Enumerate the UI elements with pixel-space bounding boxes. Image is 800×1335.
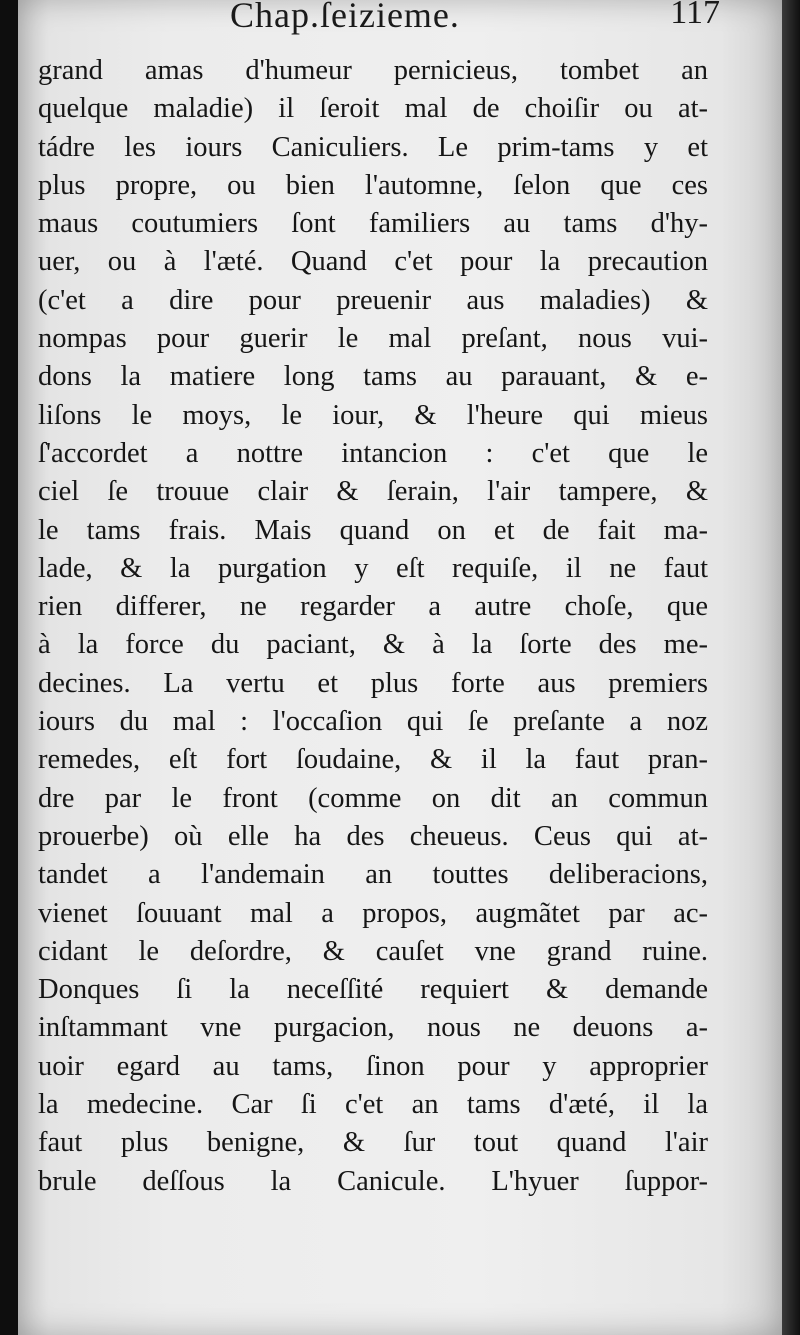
- body-text: [38, 52, 708, 1201]
- text-line: remedes, eſt fort ſoudaine, & il la faut pran-: [38, 744, 708, 776]
- running-head: [40, 0, 720, 38]
- text-line: tandet a l'andemain an touttes deliberacions,: [38, 859, 708, 891]
- text-line: ſ'accordet a nottre intancion : c'et que le: [38, 437, 708, 469]
- text-line: vienet ſouuant mal a propos, augmãtet par ac-: [38, 897, 708, 929]
- text-line: (c'et a dire pour preuenir aus maladies) &: [38, 284, 708, 316]
- text-line: nompas pour guerir le mal preſant, nous vui-: [38, 323, 708, 355]
- text-line: prouerbe) où elle ha des cheueus. Ceus qui at-: [38, 820, 708, 852]
- page-number: 117: [670, 0, 720, 31]
- text-line: grand amas d'humeur pernicieus, tombet an: [38, 55, 708, 86]
- text-line: la medecine. Car ſi c'et an tams d'æté, il la: [38, 1089, 708, 1121]
- text-line: brule deſſous la Canicule. L'hyuer ſuppor-: [38, 1165, 708, 1197]
- text-line: plus propre, ou bien l'automne, ſelon que ces: [38, 169, 708, 201]
- book-page: [18, 0, 782, 1335]
- text-line: Donques ſi la neceſſité requiert & demande: [38, 974, 708, 1006]
- text-line: rien differer, ne regarder a autre choſe, que: [38, 591, 708, 623]
- text-line: iours du mal : l'occaſion qui ſe preſante a noz: [38, 706, 708, 738]
- text-line: à la force du paciant, & à la ſorte des me-: [38, 629, 708, 661]
- chapter-title: Chap.ſeizieme.: [230, 0, 460, 35]
- text-line: quelque maladie) il ſeroit mal de choiſir ou at-: [38, 93, 708, 125]
- text-line: uer, ou à l'æté. Quand c'et pour la precaution: [38, 246, 708, 278]
- text-line: cidant le deſordre, & cauſet vne grand ruine.: [38, 935, 708, 967]
- text-line: maus coutumiers ſont familiers au tams d'hy-: [38, 208, 708, 240]
- text-line: liſons le moys, le iour, & l'heure qui mieus: [38, 399, 708, 431]
- page-edge-shadow: [782, 0, 800, 1335]
- text-line: lade, & la purgation y eſt requiſe, il ne faut: [38, 552, 708, 584]
- text-line: tádre les iours Caniculiers. Le prim-tams y et: [38, 131, 708, 163]
- text-line: faut plus benigne, & ſur tout quand l'air: [38, 1127, 708, 1159]
- text-line: uoir egard au tams, ſinon pour y approprier: [38, 1050, 708, 1082]
- text-line: ciel ſe trouue clair & ſerain, l'air tampere, &: [38, 476, 708, 508]
- text-line: inſtammant vne purgacion, nous ne deuons a-: [38, 1012, 708, 1044]
- text-line: dons la matiere long tams au parauant, & e-: [38, 361, 708, 393]
- text-line: le tams frais. Mais quand on et de fait ma-: [38, 514, 708, 546]
- text-line: dre par le front (comme on dit an commun: [38, 782, 708, 814]
- text-line: decines. La vertu et plus forte aus premiers: [38, 667, 708, 699]
